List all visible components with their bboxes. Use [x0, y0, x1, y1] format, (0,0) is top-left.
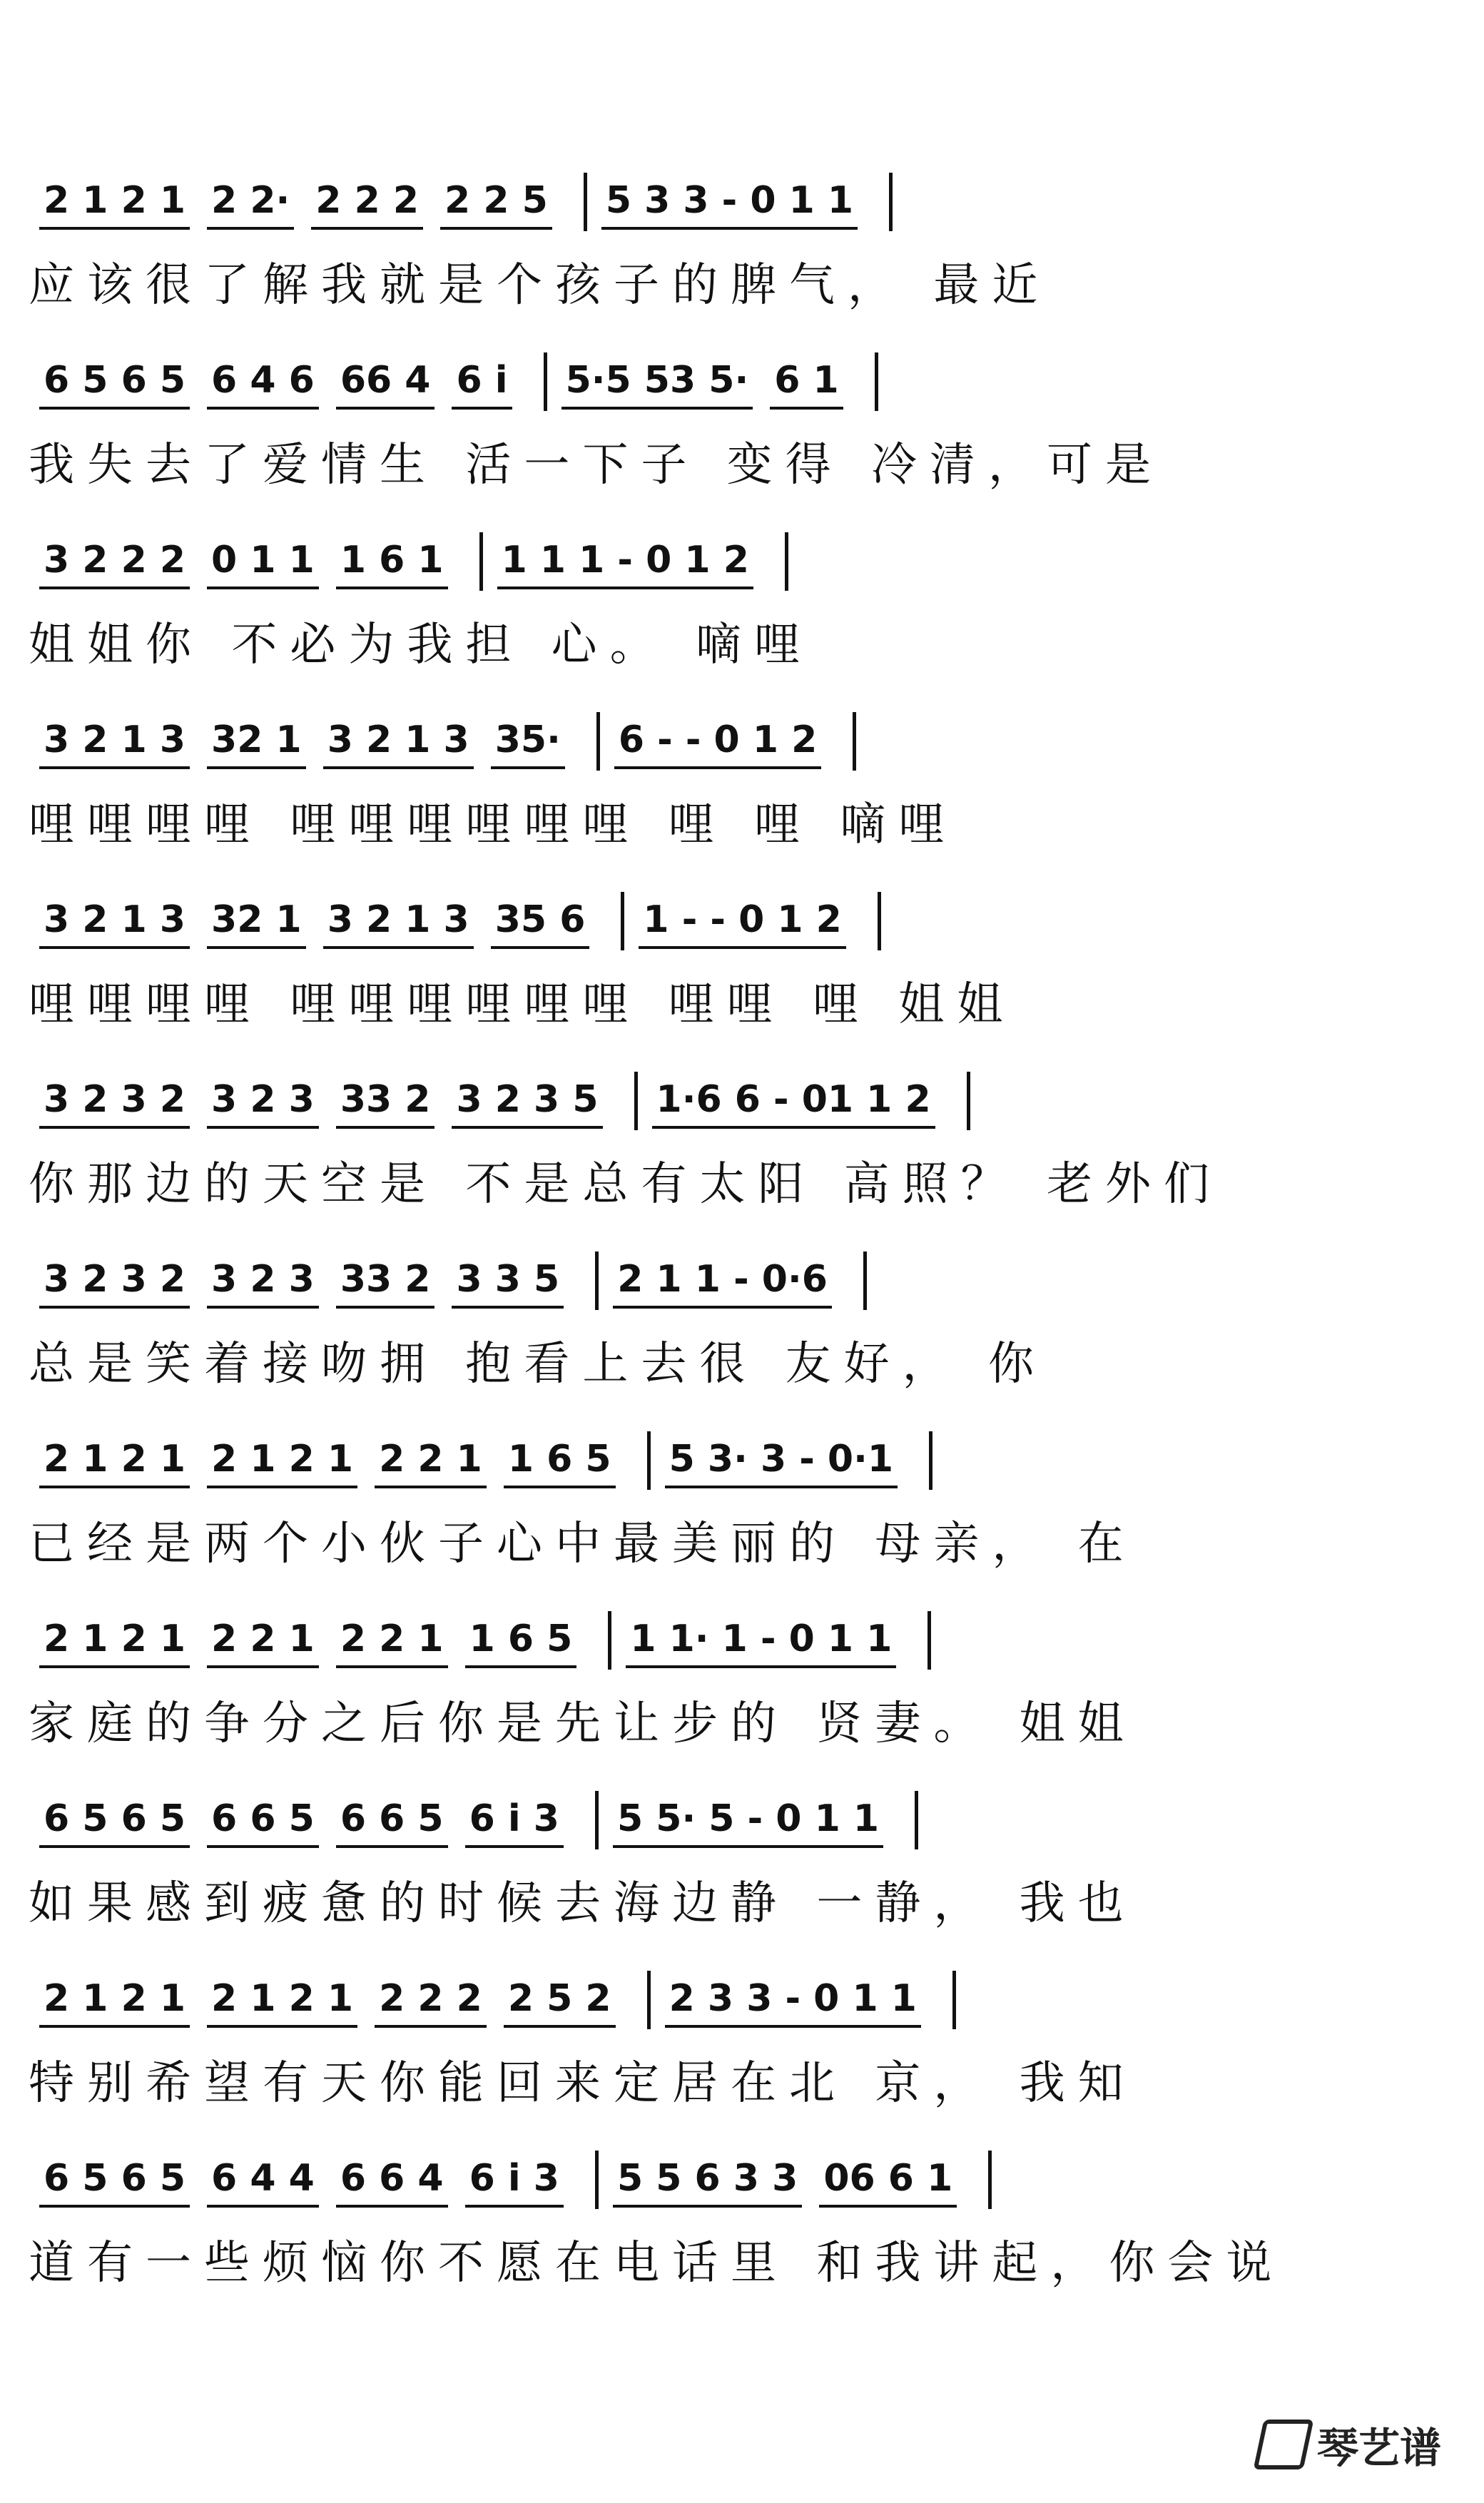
score-system [0, 344, 1484, 522]
bar-line [929, 1431, 932, 1490]
note-group: 6 6 4 [336, 2153, 448, 2208]
note-group: 6 - - 0 1 2 [614, 715, 821, 769]
note-group: 6 i [452, 355, 512, 410]
bar-line [584, 173, 587, 231]
watermark-text: 琴艺谱 [1316, 2424, 1441, 2472]
score-system [0, 524, 1484, 702]
note-group: 3 2 1 3 [323, 895, 474, 949]
note-group: 2 1 2 1 [207, 1974, 357, 2028]
note-group: 3 2 1 3 [323, 715, 474, 769]
bar-line [596, 712, 600, 771]
note-group: 5 3· 3 - 0·1 [665, 1434, 898, 1488]
note-group: 33 2 [336, 1075, 435, 1129]
notation-line [39, 2142, 1427, 2220]
note-group: 2 2 1 [207, 1614, 319, 1668]
bar-line [595, 2151, 599, 2209]
notation-line [39, 1243, 1427, 1321]
note-group: 6 4 6 [207, 355, 319, 410]
lyrics-line: 姐姐你 不必为我担 心。 嘀哩 [29, 619, 813, 671]
note-group: 3 2 3 5 [452, 1075, 602, 1129]
note-group: 5·5 53 5· [561, 355, 753, 410]
lyrics-line: 你那边的天空是 不是总有太阳 高照？ 老外们 [29, 1158, 1223, 1211]
note-group: 1·6 6 - 01 1 2 [652, 1075, 935, 1129]
bar-line [928, 1611, 931, 1670]
watermark-logo-icon [1254, 2420, 1314, 2469]
note-group: 5 5 6 3 3 [613, 2153, 802, 2208]
note-group: 1 1 1 - 0 1 2 [497, 535, 753, 589]
note-group: 5 5· 5 - 0 1 1 [613, 1794, 883, 1848]
bar-line [863, 1252, 867, 1310]
note-group: 5 3 3 - 0 1 1 [601, 176, 858, 230]
bar-line [988, 2151, 992, 2209]
bar-line [878, 892, 881, 950]
bar-line [915, 1791, 918, 1849]
note-group: 3 2 2 2 [39, 535, 190, 589]
bar-line [595, 1791, 599, 1849]
bar-line [853, 712, 856, 771]
note-group: 2 3 3 - 0 1 1 [665, 1974, 921, 2028]
bar-line [479, 532, 483, 591]
bar-line [608, 1611, 611, 1670]
note-group: 2 1 2 1 [39, 1974, 190, 2028]
note-group: 6 5 6 5 [39, 1794, 190, 1848]
note-group: 35· [491, 715, 565, 769]
note-group: 6 i 3 [465, 2153, 564, 2208]
lyrics-line: 道有一些烦恼你不愿在电话里 和我讲起，你会说 [29, 2237, 1285, 2290]
note-group: 6 1 [770, 355, 843, 410]
note-group: 6 5 6 5 [39, 2153, 190, 2208]
score-system [0, 883, 1484, 1062]
notation-line [39, 1063, 1427, 1142]
score-system [0, 1603, 1484, 1781]
note-group: 2 2 2 [311, 176, 423, 230]
note-group: 6 i 3 [465, 1794, 564, 1848]
note-group: 66 4 [336, 355, 435, 410]
note-group: 2 1 2 1 [39, 1434, 190, 1488]
notation-line [39, 164, 1427, 243]
note-group: 0 1 1 [207, 535, 319, 589]
lyrics-line: 哩哩哩哩 哩哩哩哩哩哩 哩 哩 嘀哩 [29, 798, 957, 851]
score-system [0, 1063, 1484, 1242]
note-group: 3 3 5 [452, 1254, 564, 1309]
lyrics-line: 我失去了爱情生 活一下子 变得 冷清，可是 [29, 439, 1164, 492]
score-system [0, 1423, 1484, 1601]
note-group: 33 2 [336, 1254, 435, 1309]
bar-line [967, 1072, 970, 1130]
note-group: 2 2· [207, 176, 294, 230]
note-group: 1 - - 0 1 2 [639, 895, 845, 949]
note-group: 32 1 [207, 715, 306, 769]
note-group: 1 6 1 [336, 535, 448, 589]
bar-line [647, 1431, 651, 1490]
score-system [0, 1243, 1484, 1421]
note-group: 32 1 [207, 895, 306, 949]
note-group: 2 1 1 - 0·6 [613, 1254, 832, 1309]
notation-line [39, 524, 1427, 602]
note-group: 2 2 1 [336, 1614, 448, 1668]
note-group: 2 5 2 [504, 1974, 616, 2028]
note-group: 3 2 1 3 [39, 895, 190, 949]
bar-line [875, 352, 878, 411]
note-group: 3 2 3 [207, 1254, 319, 1309]
notation-line [39, 1962, 1427, 2041]
note-group: 2 1 2 1 [39, 176, 190, 230]
lyrics-line: 已经是两个小伙子心中最美丽的 母亲， 在 [29, 1518, 1137, 1570]
note-group: 6 6 5 [207, 1794, 319, 1848]
note-group: 3 2 3 2 [39, 1254, 190, 1309]
note-group: 2 2 2 [375, 1974, 487, 2028]
note-group: 3 2 3 [207, 1075, 319, 1129]
note-group: 2 1 2 1 [207, 1434, 357, 1488]
note-group: 2 2 5 [440, 176, 552, 230]
lyrics-line: 家庭的争分之后你是先让步的 贤妻。 姐姐 [29, 1697, 1137, 1750]
note-group: 35 6 [491, 895, 590, 949]
bar-line [595, 1252, 599, 1310]
note-group: 6 6 5 [336, 1794, 448, 1848]
note-group: 3 2 3 2 [39, 1075, 190, 1129]
notation-line [39, 704, 1427, 782]
lyrics-line: 应该很了解我就是个孩子的脾气， 最近 [29, 259, 1051, 312]
bar-line [621, 892, 624, 950]
note-group: 1 6 5 [465, 1614, 577, 1668]
notation-line [39, 1603, 1427, 1681]
bar-line [952, 1971, 956, 2029]
notation-line [39, 1782, 1427, 1861]
notation-line [39, 883, 1427, 962]
note-group: 2 2 1 [375, 1434, 487, 1488]
lyrics-line: 总是笑着接吻拥 抱看上去很 友好， 你 [29, 1338, 1047, 1391]
bar-line [634, 1072, 638, 1130]
note-group: 06 6 1 [819, 2153, 957, 2208]
note-group: 6 4 4 [207, 2153, 319, 2208]
note-group: 6 5 6 5 [39, 355, 190, 410]
bar-line [785, 532, 788, 591]
bar-line [889, 173, 893, 231]
score-system [0, 1782, 1484, 1961]
notation-line [39, 344, 1427, 422]
watermark [1259, 2415, 1441, 2474]
note-group: 3 2 1 3 [39, 715, 190, 769]
bar-line [647, 1971, 651, 2029]
lyrics-line: 特别希望有天你能回来定居在北 京， 我知 [29, 2057, 1137, 2110]
score-system [0, 704, 1484, 882]
score-system [0, 2142, 1484, 2320]
notation-line [39, 1423, 1427, 1501]
score-system [0, 1962, 1484, 2141]
bar-line [544, 352, 547, 411]
lyrics-line: 如果感到疲惫的时候去海边静 一静， 我也 [29, 1877, 1137, 1930]
score-system [0, 164, 1484, 342]
note-group: 2 1 2 1 [39, 1614, 190, 1668]
note-group: 1 1· 1 - 0 1 1 [626, 1614, 896, 1668]
note-group: 1 6 5 [504, 1434, 616, 1488]
lyrics-line: 哩哩哩哩 哩哩哩哩哩哩 哩哩 哩 姐姐 [29, 978, 1016, 1031]
